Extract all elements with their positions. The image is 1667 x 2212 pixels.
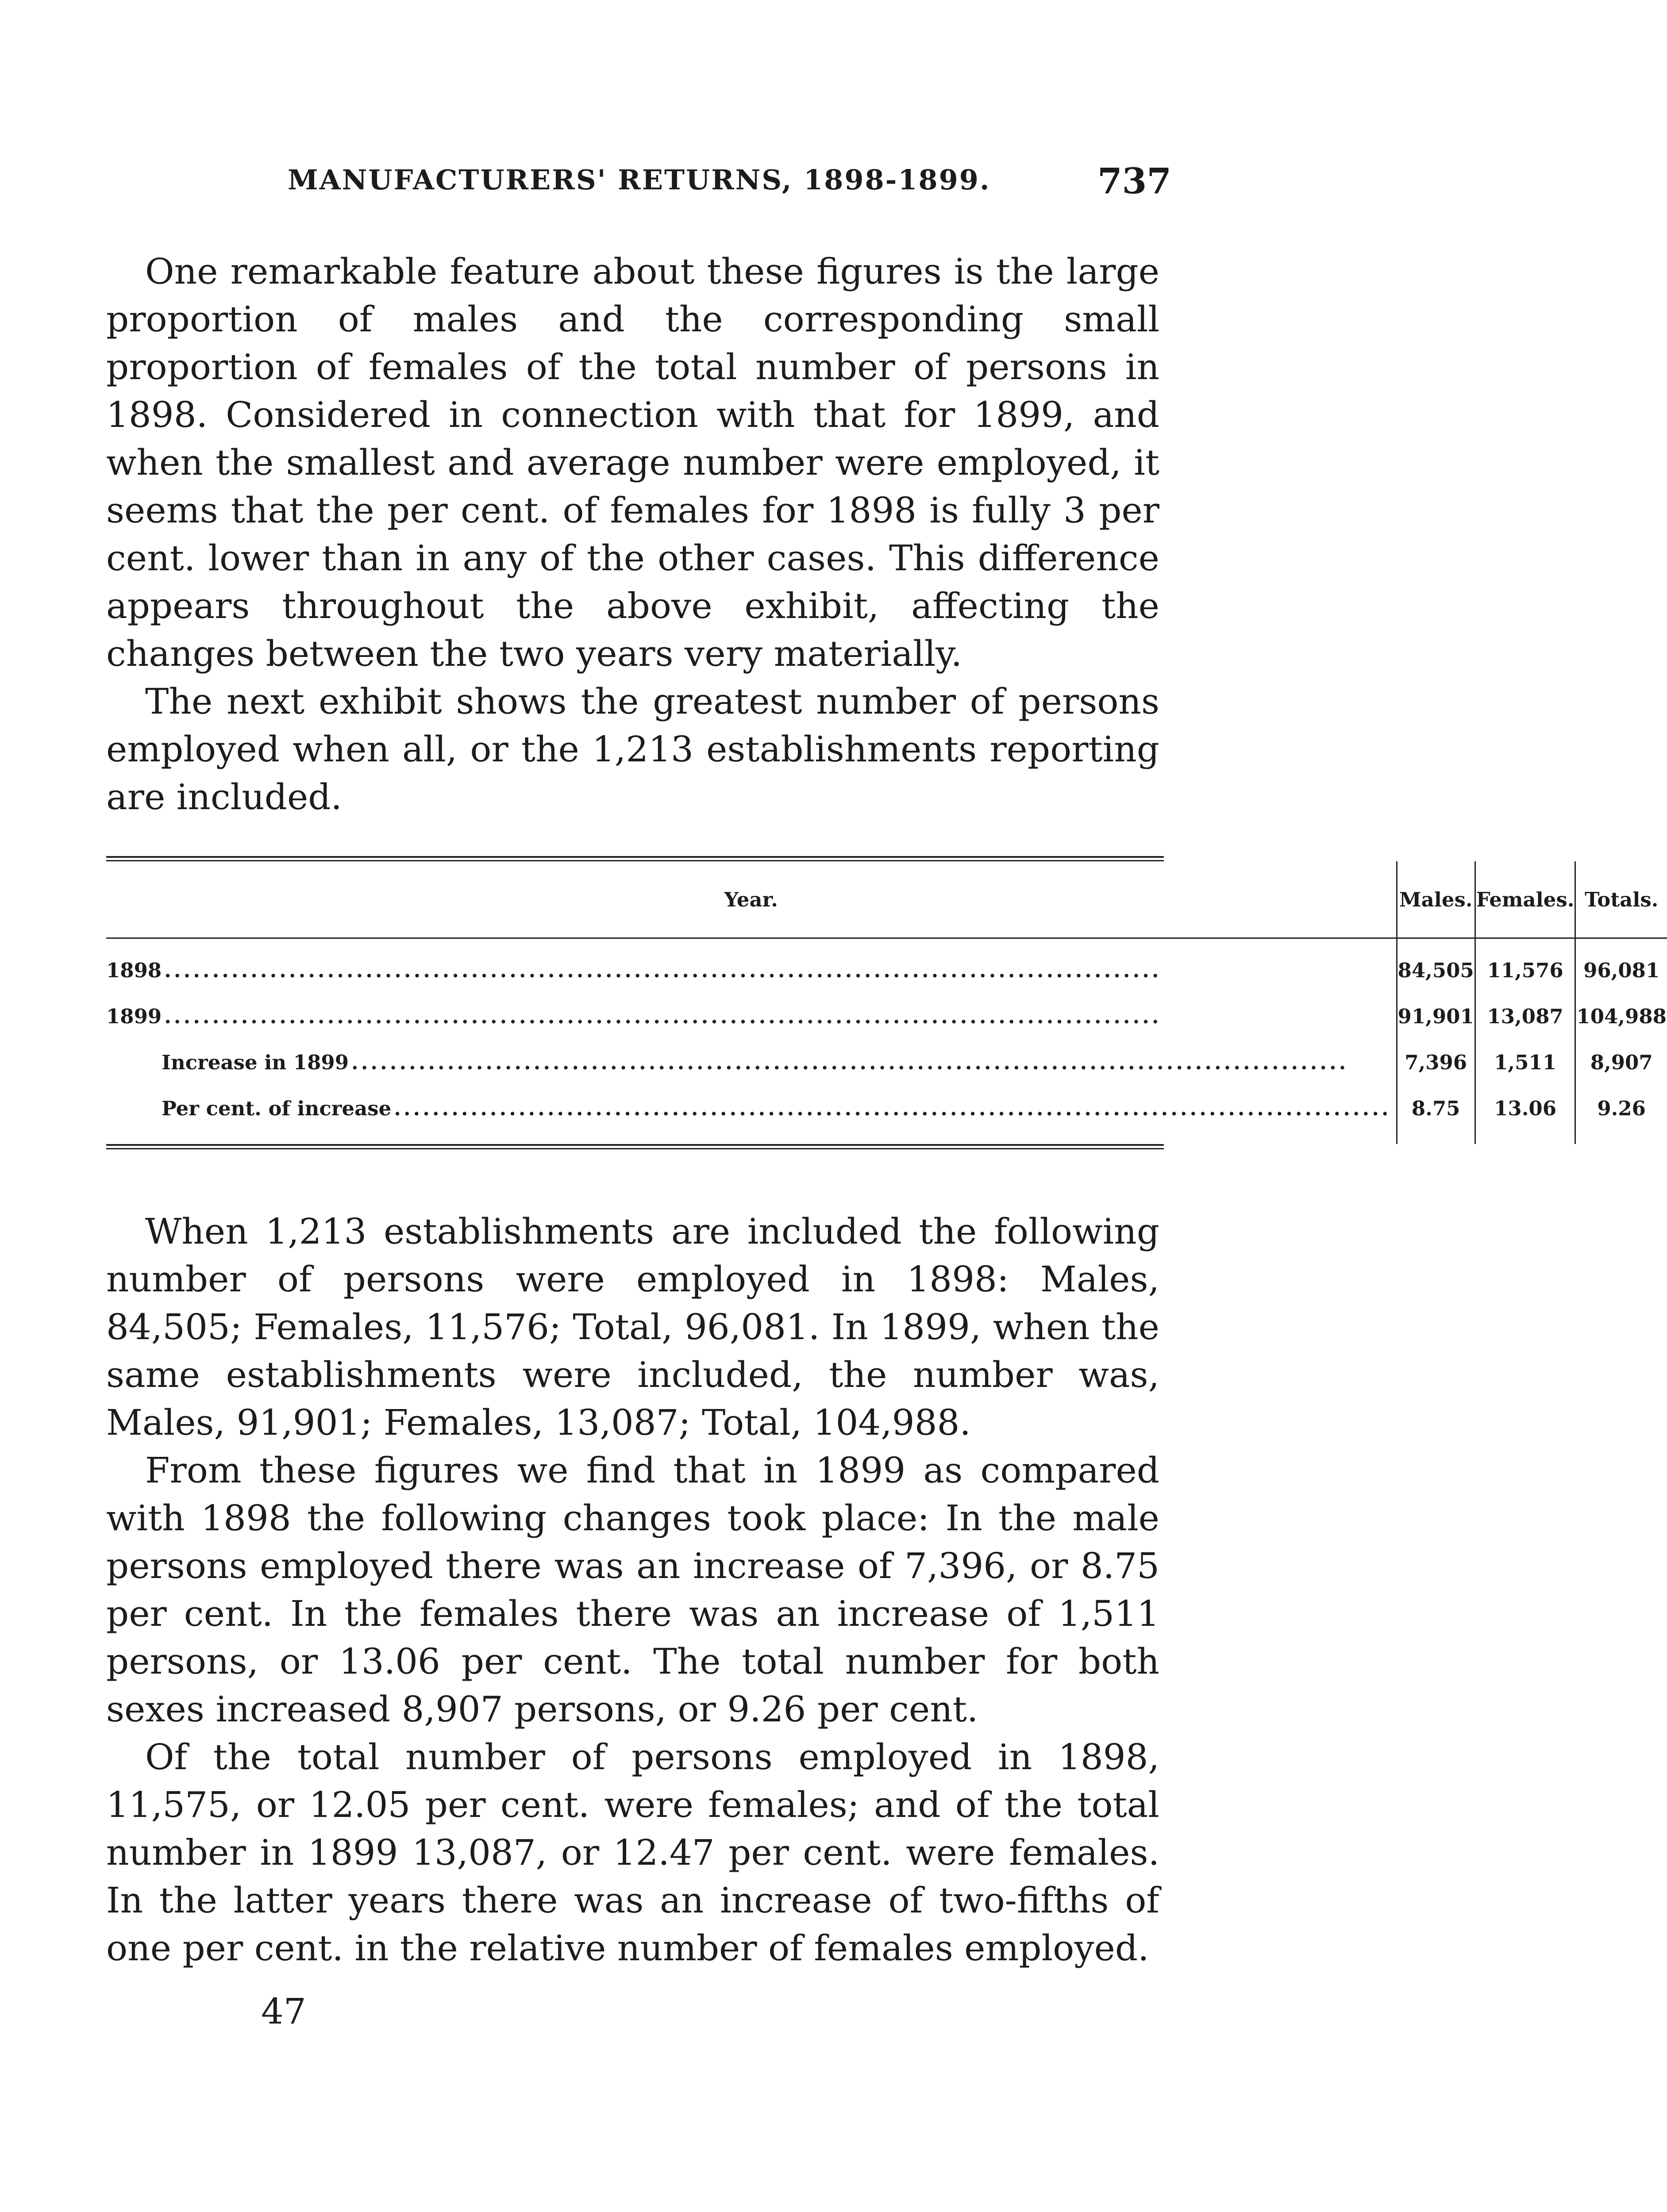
totals-value: 96,081 — [1575, 938, 1667, 994]
signature-mark: 47 — [261, 1991, 306, 2032]
employment-data-table — [106, 861, 1667, 1144]
running-title: MANUFACTURERS' RETURNS, 1898-1899. — [288, 164, 991, 196]
table-row — [106, 993, 1667, 1039]
row-label: 1899 — [106, 1004, 162, 1028]
males-value: 8.75 — [1397, 1085, 1475, 1144]
dot-leaders: ........................................................................................................ — [164, 958, 1162, 982]
totals-value: 104,988 — [1575, 993, 1667, 1039]
header-year: Year. — [106, 861, 1397, 938]
row-label-cell — [106, 1085, 1397, 1144]
page-number: 737 — [1097, 160, 1171, 202]
males-value: 7,396 — [1397, 1039, 1475, 1085]
header-females: Females. — [1475, 861, 1575, 938]
paragraph: Of the total number of persons employed in 1898, 11,575, or 12.05 per cent. were females; and of the total number in 1899 13,087, or 12.47 per cent. were females. In the latter years there was an increase of two-fifths of one per cent. in the relative number of females employed. — [106, 1736, 1159, 1969]
header-totals: Totals. — [1575, 861, 1667, 938]
table-bottom-rule — [106, 1144, 1164, 1149]
females-value: 13.06 — [1475, 1085, 1575, 1144]
females-value: 1,511 — [1475, 1039, 1575, 1085]
row-label: Per cent. of increase — [162, 1096, 392, 1120]
header-males: Males. — [1397, 861, 1475, 938]
row-label: Increase in 1899 — [162, 1050, 349, 1074]
females-value: 13,087 — [1475, 993, 1575, 1039]
males-value: 84,505 — [1397, 938, 1475, 994]
males-value: 91,901 — [1397, 993, 1475, 1039]
paragraph: When 1,213 establishments are included the following number of persons were employed in 1898: Males, 84,505; Females, 11,576; Total, 96,081. In 1899, when the same establishments were included, the number was, Males, 91,901; Females, 13,087; Total, 104,988. — [106, 1211, 1159, 1443]
table-row — [106, 1085, 1667, 1144]
running-head — [0, 160, 1437, 204]
row-label: 1898 — [106, 958, 162, 982]
dot-leaders: ........................................................................................................ — [351, 1050, 1349, 1074]
dot-leaders: ........................................................................................................ — [164, 1004, 1162, 1028]
table-header-row — [106, 861, 1667, 938]
totals-value: 8,907 — [1575, 1039, 1667, 1085]
table-row — [106, 1039, 1667, 1085]
paragraph: One remarkable feature about these figures is the large proportion of males and the corresponding small proportion of females of the total number of persons in 1898. Considered in connection with that for 1899, and when the smallest and average number were employed, it seems that the per cent. of females for 1898 is fully 3 per cent. lower than in any of the other cases. This difference appears throughout the above exhibit, affecting the changes between the two years very materially. — [106, 251, 1159, 674]
paragraph: From these figures we find that in 1899 as compared with 1898 the following changes took place: In the male persons employed there was an increase of 7,396, or 8.75 per cent. In the females there was an increase of 1,511 persons, or 13.06 per cent. The total number for both sexes increased 8,907 persons, or 9.26 per cent. — [106, 1450, 1159, 1730]
table-row — [106, 938, 1667, 994]
totals-value: 9.26 — [1575, 1085, 1667, 1144]
row-label-cell — [106, 993, 1397, 1039]
females-value: 11,576 — [1475, 938, 1575, 994]
dot-leaders: ........................................................................................................ — [394, 1096, 1391, 1120]
closing-text — [106, 1208, 1159, 1972]
row-label-cell — [106, 938, 1397, 994]
row-label-cell — [106, 1039, 1397, 1085]
paragraph: The next exhibit shows the greatest number of persons employed when all, or the 1,213 establishments reporting are included. — [106, 681, 1159, 818]
intro-text — [106, 248, 1159, 821]
employment-table — [106, 856, 1667, 1149]
table-top-rule — [106, 856, 1164, 861]
